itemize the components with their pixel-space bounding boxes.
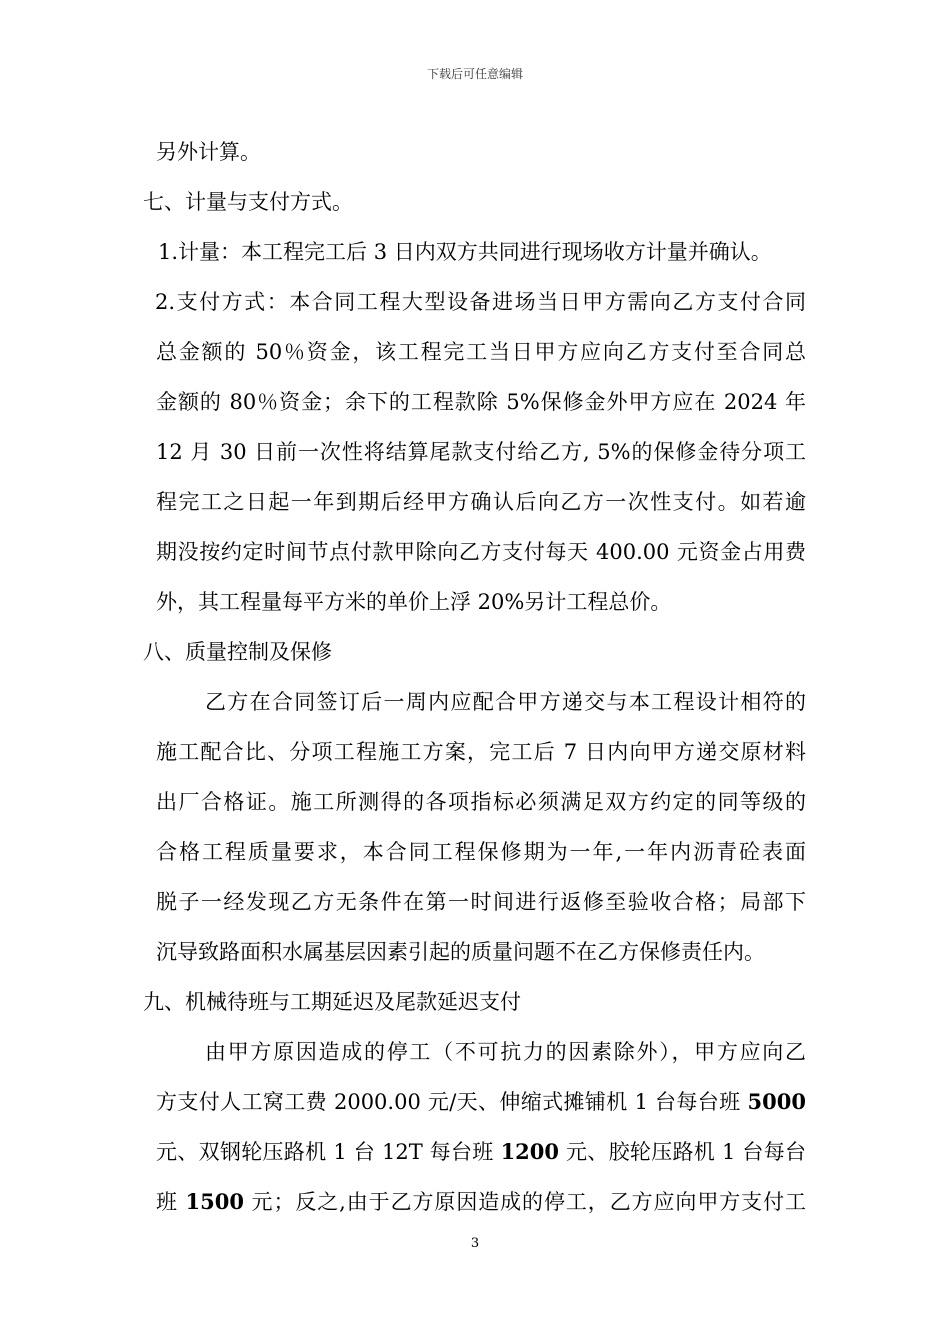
paragraph-line: 乙方在合同签订后一周内应配合甲方递交与本工程设计相符的 <box>205 690 806 714</box>
section-heading-8: 八、质量控制及保修 <box>143 640 332 664</box>
text-run: 元、双钢轮压路机 1 台 12T 每台班 <box>156 1140 501 1164</box>
paragraph-line: 施工配合比、分项工程施工方案，完工后 7 日内向甲方递交原材料 <box>156 740 806 764</box>
paragraph-line: 金额的 80％资金；余下的工程款除 5%保修金外甲方应在 2024 年 <box>156 390 806 414</box>
paragraph-line: 沉导致路面积水属基层因素引起的质量问题不在乙方保修责任内。 <box>156 940 765 964</box>
bold-amount: 5000 <box>747 1089 806 1114</box>
section-heading-9: 九、机械待班与工期延迟及尾款延迟支付 <box>143 990 521 1014</box>
bold-amount: 1500 <box>185 1189 244 1214</box>
page-header: 下载后可任意编辑 <box>426 67 523 81</box>
page-number: 3 <box>470 1236 480 1251</box>
clause-payment-line: 2.支付方式：本合同工程大型设备进场当日甲方需向乙方支付合同 <box>155 290 806 314</box>
text-run: 班 <box>156 1190 186 1214</box>
text-run: 方支付人工窝工费 2000.00 元/天、伸缩式摊铺机 1 台每台班 <box>156 1090 748 1114</box>
paragraph-line: 由甲方原因造成的停工（不可抗力的因素除外），甲方应向乙 <box>205 1040 806 1064</box>
paragraph-line <box>156 1188 806 1216</box>
paragraph-line <box>156 1138 806 1166</box>
paragraph-line: 外，其工程量每平方米的单价上浮 20%另计工程总价。 <box>156 590 672 614</box>
paragraph-line <box>156 1088 806 1116</box>
paragraph-line: 出厂合格证。施工所测得的各项指标必须满足双方约定的同等级的 <box>156 790 806 814</box>
text-run: 元；反之,由于乙方原因造成的停工，乙方应向甲方支付工 <box>243 1190 806 1214</box>
clause-measurement: 1.计量：本工程完工后 3 日内双方共同进行现场收方计量并确认。 <box>158 240 772 264</box>
paragraph-line: 12 月 30 日前一次性将结算尾款支付给乙方, 5%的保修金待分项工 <box>156 440 806 464</box>
paragraph-line: 脱子一经发现乙方无条件在第一时间进行返修至验收合格；局部下 <box>156 890 806 914</box>
paragraph-line: 期没按约定时间节点付款甲除向乙方支付每天 400.00 元资金占用费 <box>156 540 806 564</box>
paragraph-line: 程完工之日起一年到期后经甲方确认后向乙方一次性支付。如若逾 <box>156 490 806 514</box>
section-heading-7: 七、计量与支付方式。 <box>143 190 353 214</box>
paragraph-line: 另外计算。 <box>156 140 261 164</box>
text-run: 元、胶轮压路机 1 台每台 <box>559 1140 806 1164</box>
paragraph-line: 合格工程质量要求，本合同工程保修期为一年,一年内沥青砼表面 <box>156 840 806 864</box>
bold-amount: 1200 <box>500 1139 560 1164</box>
paragraph-line: 总金额的 50％资金，该工程完工当日甲方应向乙方支付至合同总 <box>156 340 806 364</box>
